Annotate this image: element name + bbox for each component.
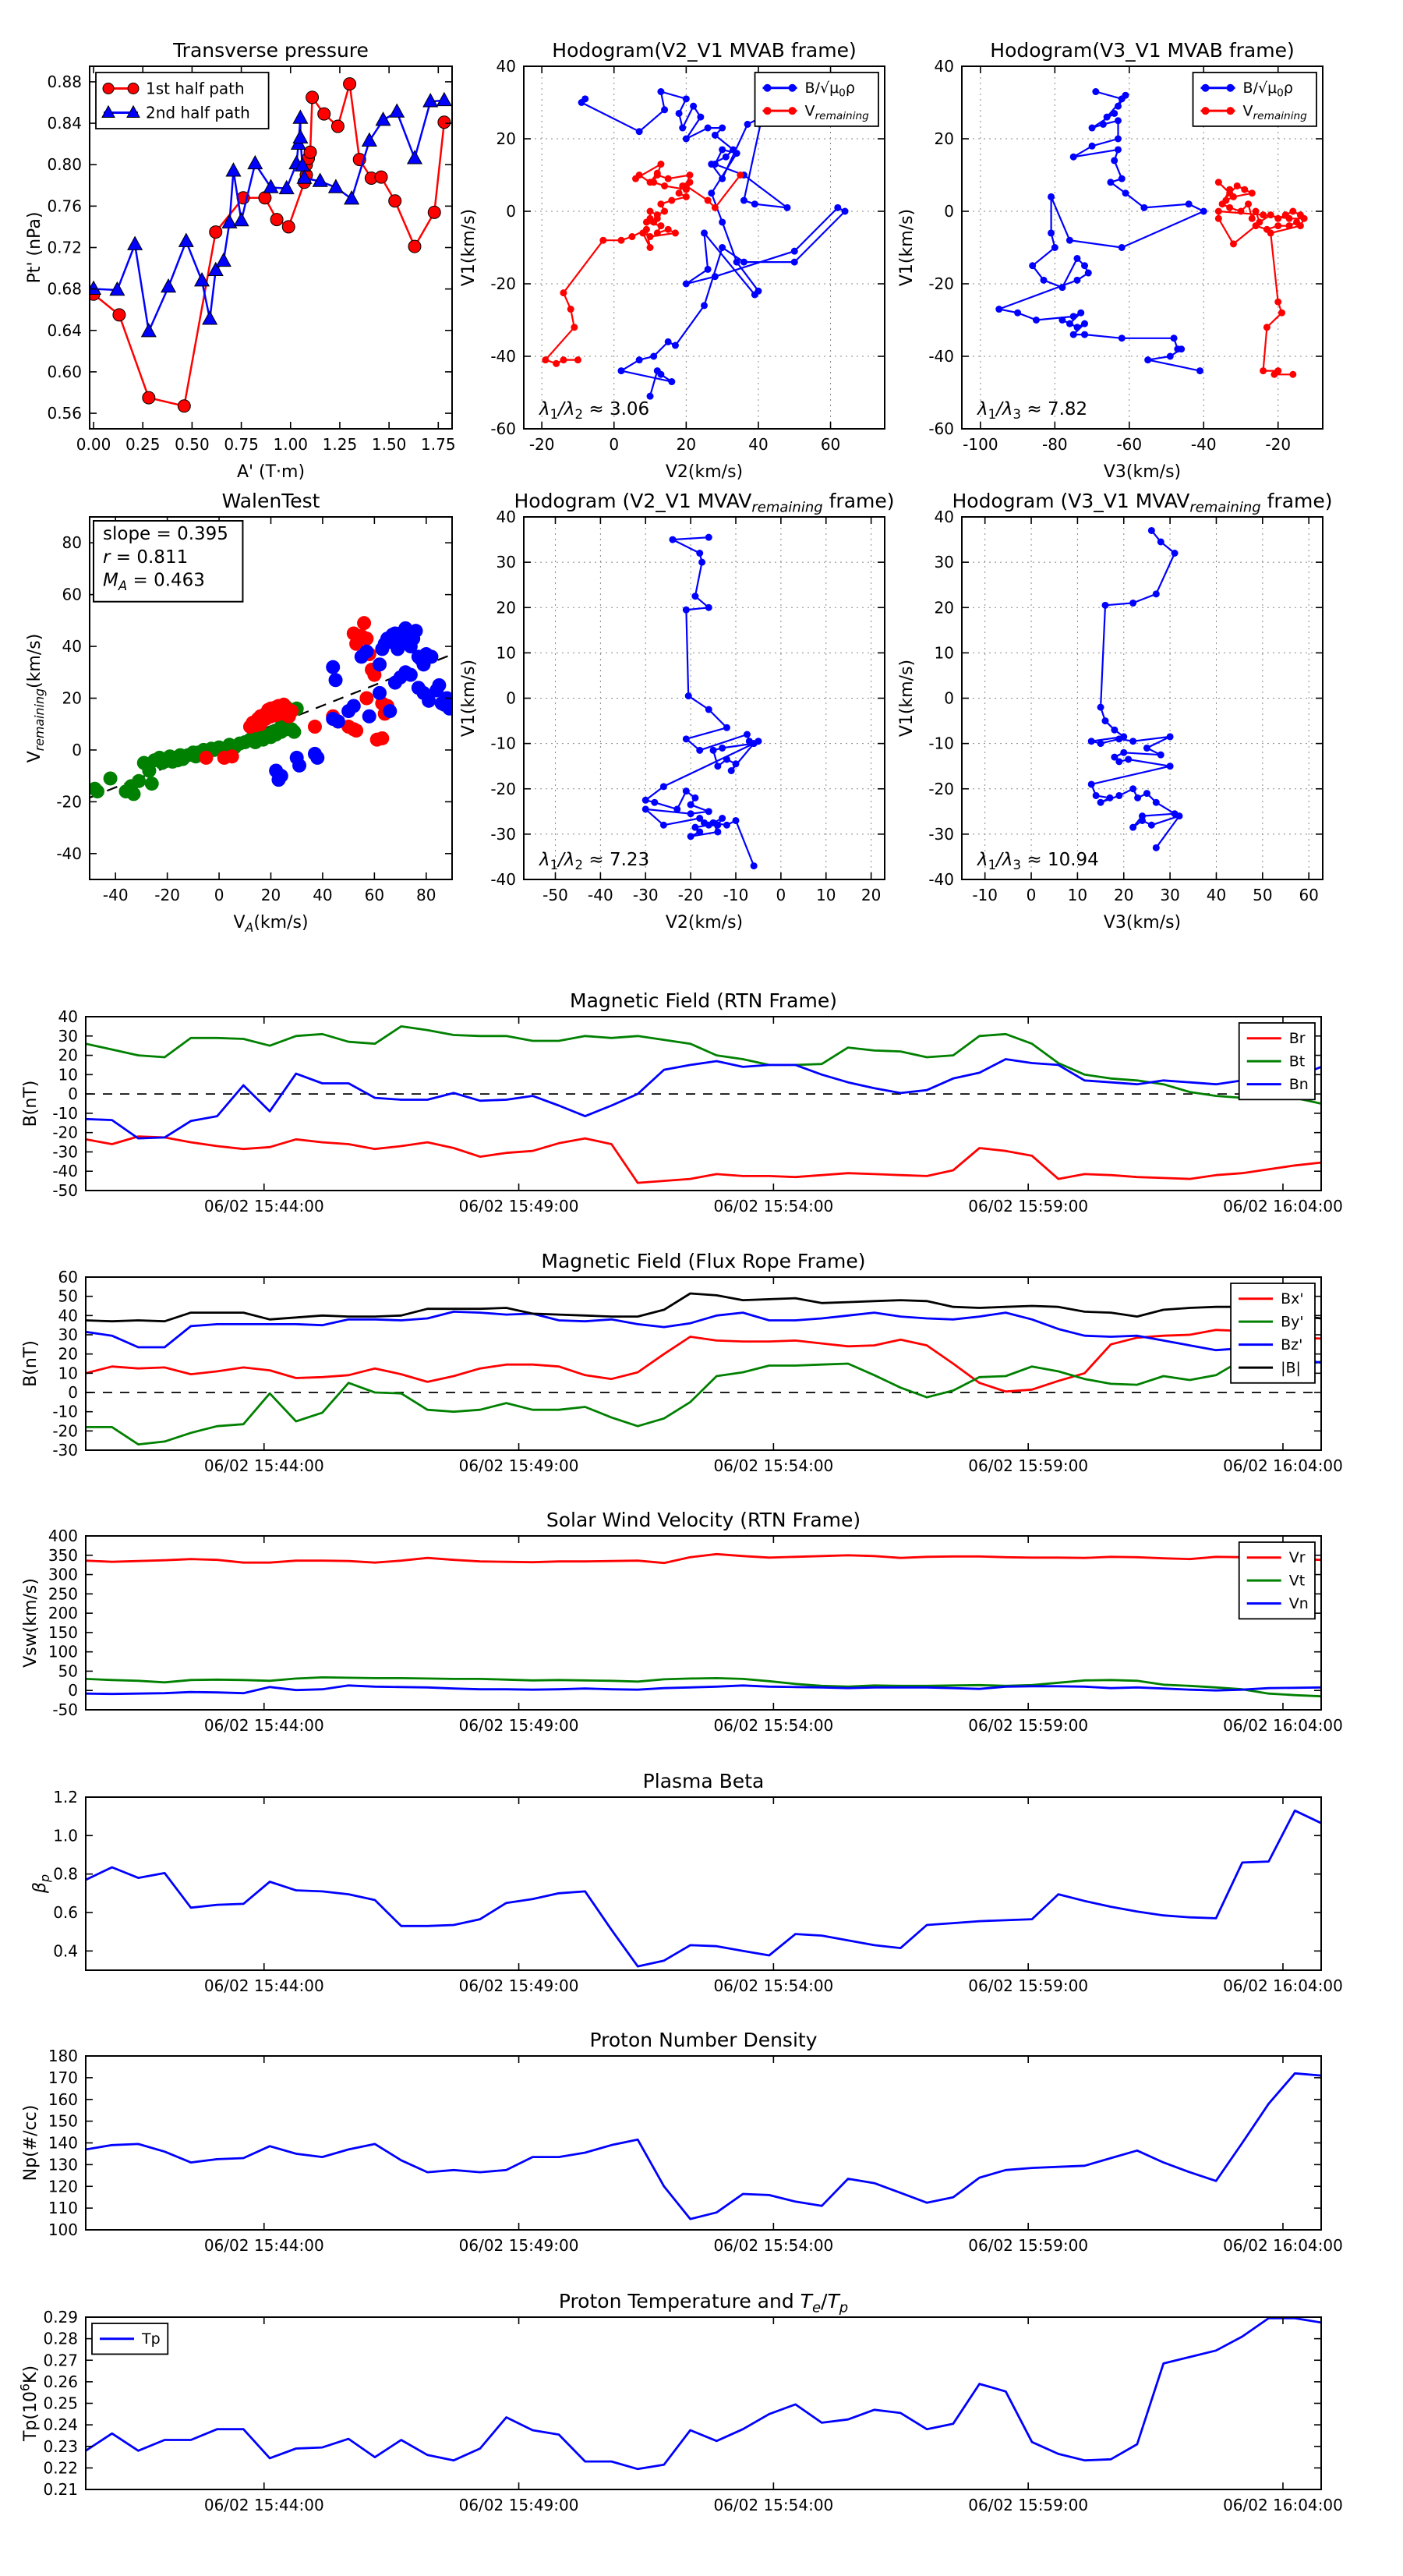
series-Bn bbox=[86, 1060, 1321, 1139]
y-tick-label: 40 bbox=[62, 637, 82, 656]
x-tick-label: 06/02 15:54:00 bbox=[713, 2236, 834, 2255]
y-tick-label: 0 bbox=[72, 740, 82, 759]
y-tick-label: -40 bbox=[490, 347, 516, 366]
x-axis-label: V3(km/s) bbox=[1103, 462, 1182, 482]
y-tick-label: 0.24 bbox=[43, 2415, 78, 2435]
x-tick-label: 20 bbox=[260, 886, 281, 904]
x-tick-label: 0 bbox=[776, 886, 786, 904]
x-axis-label: V2(km/s) bbox=[665, 913, 744, 932]
y-tick-label: -20 bbox=[52, 1123, 78, 1142]
y-tick-label: 350 bbox=[48, 1545, 78, 1565]
y-tick-label: 0.60 bbox=[47, 362, 82, 381]
y-tick-label: 0 bbox=[68, 1085, 78, 1104]
x-tick-label: 06/02 15:59:00 bbox=[968, 1976, 1089, 1995]
x-axis-label: V3(km/s) bbox=[1103, 913, 1182, 932]
x-tick-label: 10 bbox=[1067, 886, 1088, 904]
x-axis-label: V2(km/s) bbox=[665, 462, 744, 482]
y-tick-label: 40 bbox=[58, 1306, 78, 1325]
y-tick-label: 80 bbox=[62, 533, 82, 553]
y-tick-label: 50 bbox=[58, 1661, 78, 1681]
series-By-prime bbox=[86, 1360, 1321, 1445]
y-axis-label: B(nT) bbox=[21, 1080, 41, 1127]
series-v-hodogram bbox=[1088, 527, 1183, 851]
y-axis-label: Vsw(km/s) bbox=[21, 1578, 41, 1668]
x-tick-label: 80 bbox=[416, 886, 436, 904]
series-Br bbox=[86, 1137, 1321, 1184]
y-tick-label: -40 bbox=[490, 870, 516, 889]
x-tick-label: 06/02 15:54:00 bbox=[713, 1456, 834, 1475]
x-tick-label: -60 bbox=[1116, 435, 1143, 454]
x-tick-label: 06/02 16:04:00 bbox=[1223, 1456, 1343, 1475]
legend-label: Br bbox=[1288, 1030, 1306, 1048]
legend-label: Vr bbox=[1288, 1549, 1306, 1567]
legend-label: Bt bbox=[1288, 1053, 1306, 1070]
y-tick-label: -30 bbox=[52, 1441, 78, 1460]
x-tick-label: 06/02 16:04:00 bbox=[1223, 2496, 1343, 2514]
panel-plasma-beta bbox=[30, 1770, 1343, 1995]
y-tick-label: 160 bbox=[48, 2089, 78, 2109]
legend bbox=[1193, 73, 1316, 126]
y-tick-label: 100 bbox=[48, 2220, 78, 2239]
x-tick-label: 06/02 16:04:00 bbox=[1223, 2236, 1343, 2255]
legend-label: Vn bbox=[1288, 1595, 1309, 1613]
y-tick-label: 40 bbox=[496, 57, 516, 76]
y-tick-label: 100 bbox=[48, 1642, 78, 1661]
y-tick-label: 0.27 bbox=[43, 2351, 78, 2370]
x-tick-label: 60 bbox=[1299, 886, 1319, 904]
y-tick-label: -20 bbox=[56, 792, 82, 812]
y-tick-label: 130 bbox=[48, 2155, 78, 2174]
panel-solar-wind-velocity bbox=[21, 1509, 1343, 1735]
y-tick-label: 10 bbox=[58, 1065, 78, 1085]
y-tick-label: -20 bbox=[928, 274, 954, 293]
x-tick-label: 06/02 15:59:00 bbox=[968, 1716, 1089, 1735]
x-tick-label: 0 bbox=[609, 435, 620, 454]
y-tick-label: 0 bbox=[68, 1681, 78, 1700]
series-Vr bbox=[86, 1554, 1321, 1562]
x-tick-label: 06/02 15:54:00 bbox=[713, 1197, 834, 1215]
panel-title: Hodogram (V3_V1 $MVAV_{remaining}$ frame) bbox=[952, 490, 1333, 516]
y-axis-label: $\beta_p$ bbox=[30, 1874, 52, 1894]
x-tick-label: -10 bbox=[972, 886, 998, 904]
x-tick-label: 60 bbox=[820, 435, 841, 454]
y-tick-label: 60 bbox=[58, 1268, 78, 1286]
annotation bbox=[538, 850, 649, 872]
y-tick-label: 0.26 bbox=[43, 2372, 78, 2391]
y-tick-label: -50 bbox=[52, 1181, 78, 1200]
y-axis-label: B(nT) bbox=[21, 1340, 41, 1387]
y-tick-label: -30 bbox=[928, 824, 954, 844]
axes-frame bbox=[86, 1017, 1321, 1191]
panel-magnetic-field-rtn bbox=[21, 989, 1343, 1215]
legend-label: $B/√\mu_0\rho$ bbox=[1242, 80, 1293, 100]
x-tick-label: 06/02 15:59:00 bbox=[968, 1197, 1089, 1215]
x-tick-label: -20 bbox=[677, 886, 704, 904]
y-tick-label: 0.21 bbox=[43, 2480, 78, 2499]
annotation-line: $\lambda_1/\lambda_2 \approx 3.06$ bbox=[539, 399, 650, 423]
x-tick-label: -40 bbox=[1190, 435, 1217, 454]
y-tick-label: 20 bbox=[934, 598, 954, 617]
x-tick-label: -40 bbox=[102, 886, 129, 904]
y-tick-label: 20 bbox=[62, 688, 82, 708]
panel-hodogram-v3v1-mvab bbox=[897, 39, 1323, 482]
series-beta-p bbox=[86, 1810, 1321, 1966]
x-tick-label: 06/02 16:04:00 bbox=[1223, 1976, 1343, 1995]
y-tick-label: -20 bbox=[490, 274, 516, 293]
annotation-line: $\lambda_1/\lambda_3 \approx 7.82$ bbox=[977, 399, 1088, 423]
y-tick-label: 40 bbox=[934, 57, 954, 76]
y-tick-label: 300 bbox=[48, 1565, 78, 1584]
x-tick-label: -30 bbox=[632, 886, 659, 904]
y-tick-label: -60 bbox=[928, 419, 954, 438]
x-tick-label: 30 bbox=[1160, 886, 1180, 904]
y-axis-label: Pt' (nPa) bbox=[25, 211, 44, 284]
x-axis-label: $V_A(km/s)$ bbox=[233, 913, 309, 935]
y-tick-label: 10 bbox=[934, 643, 954, 663]
x-tick-label: 60 bbox=[364, 886, 385, 904]
panel-title: Proton Number Density bbox=[589, 2029, 818, 2051]
y-tick-label: 120 bbox=[48, 2177, 78, 2196]
annotation-line: $M_A = 0.463$ bbox=[103, 570, 205, 593]
legend bbox=[755, 73, 878, 126]
x-tick-label: 06/02 15:49:00 bbox=[458, 1716, 579, 1735]
annotation-line: slope = 0.395 bbox=[103, 523, 228, 544]
y-tick-label: 0 bbox=[506, 202, 516, 221]
x-tick-label: 06/02 15:59:00 bbox=[968, 2236, 1089, 2255]
y-tick-label: -30 bbox=[490, 824, 516, 844]
x-tick-label: 06/02 15:54:00 bbox=[713, 1716, 834, 1735]
y-tick-label: 0.8 bbox=[53, 1864, 78, 1884]
y-tick-label: 30 bbox=[58, 1325, 78, 1344]
legend-label: By' bbox=[1281, 1313, 1304, 1331]
x-tick-label: 06/02 15:49:00 bbox=[458, 1197, 579, 1215]
y-tick-label: 40 bbox=[934, 508, 954, 526]
axes-frame bbox=[86, 2317, 1321, 2489]
series-b-hodogram bbox=[578, 88, 849, 400]
y-tick-label: 0.72 bbox=[47, 238, 82, 257]
axes-frame bbox=[86, 1277, 1321, 1450]
x-tick-label: 40 bbox=[748, 435, 769, 454]
y-tick-label: 0.23 bbox=[43, 2436, 78, 2456]
panel-proton-temperature bbox=[18, 2290, 1343, 2514]
x-tick-label: -20 bbox=[528, 435, 555, 454]
x-tick-label: -40 bbox=[588, 886, 613, 904]
y-tick-label: 30 bbox=[58, 1026, 78, 1046]
axes-frame bbox=[86, 2056, 1321, 2230]
y-tick-label: 0.88 bbox=[47, 72, 82, 91]
x-tick-label: -50 bbox=[542, 886, 568, 904]
y-tick-label: 180 bbox=[48, 2047, 78, 2065]
y-tick-label: -10 bbox=[52, 1402, 78, 1421]
series-Tp bbox=[86, 2318, 1321, 2468]
y-tick-label: 0.28 bbox=[43, 2329, 78, 2348]
x-tick-label: 1.25 bbox=[322, 435, 358, 454]
legend bbox=[92, 2323, 168, 2354]
series-Bt bbox=[86, 1026, 1321, 1103]
y-axis-label: $V_{remaining}(km/s)$ bbox=[25, 633, 47, 763]
legend-label: Tp bbox=[142, 2330, 161, 2348]
panel-title: Magnetic Field (Flux Rope Frame) bbox=[541, 1250, 866, 1272]
panel-title: Proton Temperature and $T_e/T_p$ bbox=[558, 2290, 849, 2316]
x-tick-label: 06/02 15:54:00 bbox=[713, 1976, 834, 1995]
y-tick-label: 140 bbox=[48, 2133, 78, 2153]
grid bbox=[962, 517, 1323, 879]
y-tick-label: -40 bbox=[928, 870, 954, 889]
ticks bbox=[52, 1268, 1343, 1475]
legend-label: $V_{remaining}$ bbox=[804, 102, 869, 122]
series-v-remaining-hodogram bbox=[1215, 179, 1308, 377]
series-Bx-prime bbox=[86, 1330, 1321, 1392]
x-tick-label: 06/02 15:44:00 bbox=[203, 1716, 324, 1735]
y-tick-label: 10 bbox=[58, 1364, 78, 1383]
x-tick-label: 06/02 15:59:00 bbox=[968, 2496, 1089, 2514]
x-tick-label: 06/02 15:59:00 bbox=[968, 1456, 1089, 1475]
y-tick-label: 20 bbox=[934, 129, 954, 148]
x-tick-label: -80 bbox=[1041, 435, 1068, 454]
x-tick-label: 0.25 bbox=[125, 435, 161, 454]
y-tick-label: 40 bbox=[58, 1007, 78, 1026]
panel-transverse-pressure bbox=[25, 39, 456, 482]
x-tick-label: -20 bbox=[1265, 435, 1292, 454]
legend-label: 2nd half path bbox=[146, 103, 250, 122]
y-tick-label: 250 bbox=[48, 1584, 78, 1604]
x-tick-label: -20 bbox=[154, 886, 180, 904]
x-tick-label: 20 bbox=[676, 435, 697, 454]
y-axis-label: $Tp(10^6K)$ bbox=[17, 2365, 41, 2442]
series-b-hodogram bbox=[995, 88, 1207, 374]
series-B-magnitude bbox=[86, 1293, 1321, 1322]
y-tick-label: 0.25 bbox=[43, 2394, 78, 2413]
panel-title: Plasma Beta bbox=[642, 1770, 765, 1792]
y-tick-label: 20 bbox=[496, 598, 516, 617]
y-tick-label: 1.0 bbox=[53, 1826, 78, 1845]
y-tick-label: 20 bbox=[496, 129, 516, 148]
y-tick-label: 0 bbox=[506, 688, 516, 708]
x-tick-label: -10 bbox=[723, 886, 749, 904]
y-axis-label: V1(km/s) bbox=[459, 208, 479, 287]
y-tick-label: 110 bbox=[48, 2199, 78, 2218]
legend bbox=[1239, 1542, 1315, 1619]
annotation bbox=[94, 521, 242, 602]
y-tick-label: 10 bbox=[496, 643, 516, 663]
x-tick-label: 20 bbox=[861, 886, 882, 904]
y-tick-label: -20 bbox=[490, 779, 516, 798]
y-tick-label: 0.68 bbox=[47, 279, 82, 299]
x-tick-label: 06/02 15:44:00 bbox=[203, 2236, 324, 2255]
series-v-hodogram bbox=[642, 534, 762, 869]
legend-label: Vt bbox=[1288, 1572, 1306, 1590]
ticks bbox=[53, 1788, 1343, 1995]
x-tick-label: 06/02 15:44:00 bbox=[203, 2496, 324, 2514]
x-axis-label: A' (T·m) bbox=[236, 462, 306, 482]
y-tick-label: 20 bbox=[58, 1344, 78, 1364]
x-tick-label: 40 bbox=[313, 886, 333, 904]
x-tick-label: 0.00 bbox=[76, 435, 111, 454]
y-tick-label: 0.29 bbox=[43, 2308, 78, 2327]
x-tick-label: 06/02 16:04:00 bbox=[1223, 1716, 1343, 1735]
panel-proton-number-density bbox=[21, 2029, 1343, 2255]
x-tick-label: 0.75 bbox=[224, 435, 259, 454]
y-tick-label: -10 bbox=[928, 734, 954, 753]
x-tick-label: -100 bbox=[963, 435, 998, 454]
x-tick-label: 06/02 15:54:00 bbox=[713, 2496, 834, 2514]
y-axis-label: Np(#/cc) bbox=[21, 2104, 41, 2181]
legend bbox=[96, 73, 269, 129]
x-tick-label: 40 bbox=[1206, 886, 1227, 904]
x-tick-label: 1.75 bbox=[421, 435, 456, 454]
annotation-line: $\lambda_1/\lambda_2 \approx 7.23$ bbox=[539, 850, 650, 873]
series-Vn bbox=[86, 1686, 1321, 1694]
y-tick-label: 0 bbox=[68, 1383, 78, 1402]
legend bbox=[1239, 1023, 1315, 1099]
panel-title: WalenTest bbox=[221, 490, 320, 512]
x-tick-label: 06/02 16:04:00 bbox=[1223, 1197, 1343, 1215]
y-tick-label: 40 bbox=[496, 508, 516, 526]
legend-label: $B/√\mu_0\rho$ bbox=[804, 80, 855, 100]
panel-title: Solar Wind Velocity (RTN Frame) bbox=[546, 1509, 861, 1531]
legend-label: Bx' bbox=[1281, 1290, 1304, 1308]
x-tick-label: 10 bbox=[816, 886, 836, 904]
y-tick-label: 50 bbox=[58, 1286, 78, 1306]
y-axis-label: V1(km/s) bbox=[459, 659, 479, 738]
panel-magnetic-field-flux-rope bbox=[21, 1250, 1343, 1475]
panel-title: Transverse pressure bbox=[173, 39, 369, 62]
y-tick-label: 150 bbox=[48, 1622, 78, 1642]
y-tick-label: -20 bbox=[928, 779, 954, 798]
y-tick-label: -10 bbox=[490, 734, 516, 753]
ticks bbox=[490, 508, 885, 904]
y-tick-label: 0.4 bbox=[53, 1941, 78, 1961]
x-tick-label: 0 bbox=[1026, 886, 1037, 904]
legend bbox=[1231, 1283, 1315, 1383]
y-tick-label: 150 bbox=[48, 2111, 78, 2131]
y-tick-label: 0.64 bbox=[47, 320, 82, 340]
x-tick-label: 06/02 15:49:00 bbox=[458, 1976, 579, 1995]
panel-title: Hodogram (V2_V1 $MVAV_{remaining}$ frame) bbox=[514, 490, 895, 516]
y-tick-label: 1.2 bbox=[53, 1788, 78, 1806]
panel-hodogram-v2v1-mvav bbox=[459, 490, 895, 932]
legend-label: Bn bbox=[1288, 1076, 1309, 1094]
x-tick-label: 50 bbox=[1253, 886, 1273, 904]
y-tick-label: 30 bbox=[934, 553, 954, 572]
annotation-line: $\lambda_1/\lambda_3 \approx 10.94$ bbox=[977, 850, 1099, 873]
panel-walen-test bbox=[25, 490, 457, 935]
panel-title: Hodogram(V3_V1 MVAB frame) bbox=[990, 39, 1295, 62]
ticks bbox=[48, 2047, 1343, 2255]
y-tick-label: 400 bbox=[48, 1527, 78, 1545]
panel-title: Magnetic Field (RTN Frame) bbox=[570, 989, 837, 1012]
x-tick-label: 1.00 bbox=[273, 435, 309, 454]
legend-label: $V_{remaining}$ bbox=[1242, 102, 1307, 122]
y-tick-label: -20 bbox=[52, 1421, 78, 1441]
x-tick-label: 1.50 bbox=[371, 435, 407, 454]
y-tick-label: 0 bbox=[944, 202, 954, 221]
panel-title: Hodogram(V2_V1 MVAB frame) bbox=[552, 39, 857, 62]
series-Np bbox=[86, 2073, 1321, 2219]
y-axis-label: V1(km/s) bbox=[897, 659, 917, 738]
y-tick-label: 0 bbox=[944, 688, 954, 708]
y-tick-label: -10 bbox=[52, 1103, 78, 1123]
x-tick-label: 0 bbox=[214, 886, 224, 904]
annotation bbox=[976, 399, 1087, 422]
x-tick-label: 06/02 15:49:00 bbox=[458, 1456, 579, 1475]
x-tick-label: 06/02 15:44:00 bbox=[203, 1456, 324, 1475]
y-tick-label: 0.76 bbox=[47, 196, 82, 216]
y-tick-label: -30 bbox=[52, 1142, 78, 1162]
legend-label: 1st half path bbox=[146, 79, 245, 98]
ticks bbox=[928, 508, 1323, 904]
y-tick-label: 30 bbox=[496, 553, 516, 572]
y-axis-label: V1(km/s) bbox=[897, 208, 917, 287]
y-tick-label: 0.56 bbox=[47, 404, 82, 423]
y-tick-label: 20 bbox=[58, 1046, 78, 1065]
y-tick-label: 0.80 bbox=[47, 155, 82, 175]
legend-label: Bz' bbox=[1281, 1336, 1303, 1354]
y-tick-label: 60 bbox=[62, 585, 82, 604]
x-tick-label: 06/02 15:49:00 bbox=[458, 2496, 579, 2514]
y-tick-label: 0.84 bbox=[47, 114, 82, 133]
y-tick-label: 200 bbox=[48, 1604, 78, 1623]
y-tick-label: -40 bbox=[56, 844, 82, 863]
y-tick-label: -40 bbox=[928, 347, 954, 366]
legend-label: |B| bbox=[1281, 1359, 1301, 1377]
panel-hodogram-v3v1-mvav bbox=[897, 490, 1333, 932]
x-tick-label: 0.50 bbox=[175, 435, 210, 454]
y-tick-label: -50 bbox=[52, 1700, 78, 1719]
x-tick-label: 06/02 15:44:00 bbox=[203, 1976, 324, 1995]
annotation-line: r = 0.811 bbox=[103, 547, 189, 568]
x-tick-label: 06/02 15:44:00 bbox=[203, 1197, 324, 1215]
annotation bbox=[976, 850, 1099, 872]
y-tick-label: 170 bbox=[48, 2068, 78, 2087]
annotation bbox=[538, 399, 649, 422]
y-tick-label: 0.22 bbox=[43, 2458, 78, 2478]
y-tick-label: 0.6 bbox=[53, 1903, 78, 1922]
panel-hodogram-v2v1-mvab bbox=[459, 39, 885, 482]
y-tick-label: -40 bbox=[52, 1162, 78, 1181]
axes-frame bbox=[86, 1797, 1321, 1970]
y-tick-label: -60 bbox=[490, 419, 516, 438]
x-tick-label: 20 bbox=[1114, 886, 1134, 904]
x-tick-label: 06/02 15:49:00 bbox=[458, 2236, 579, 2255]
